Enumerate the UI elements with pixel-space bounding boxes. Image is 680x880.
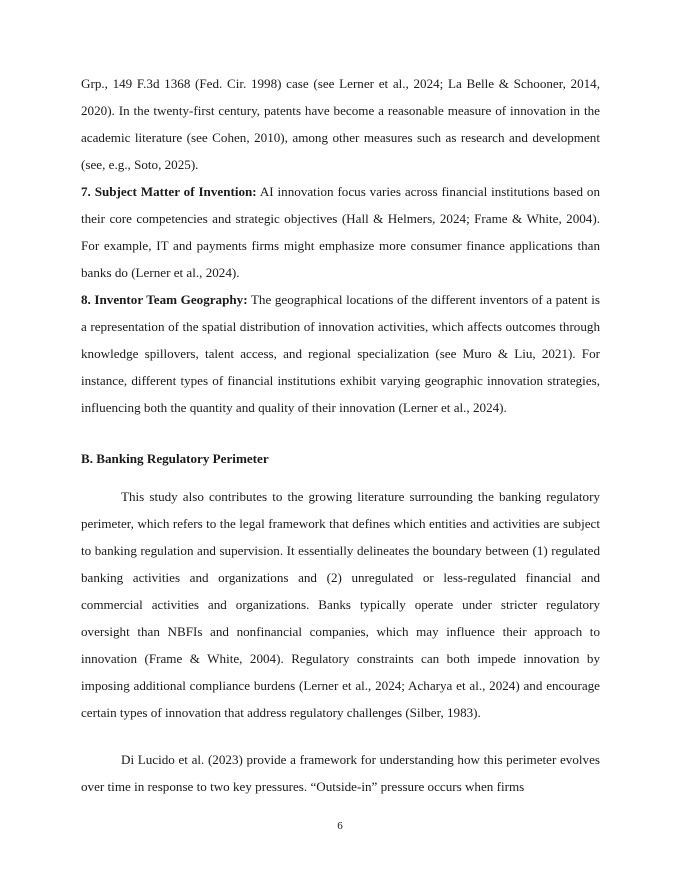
list-item-text: The geographical locations of the different inventors of a patent is a representation of the spatial distribution of innovation activities, which affects outcomes through knowledge spillovers, talent access, and regional specialization (see Muro & Liu, 2021). For instance, different types of financial institutions exhibit varying geographic innovation strategies, influencing both the quantity and quality of their innovation (Lerner et al., 2024). [81, 292, 600, 415]
text-column [81, 70, 600, 800]
list-item-lead-in: 7. Subject Matter of Invention: [81, 184, 257, 199]
continued-paragraph: Grp., 149 F.3d 1368 (Fed. Cir. 1998) case (see Lerner et al., 2024; La Belle & Schooner, 2014, 2020). In the twenty-first century, patents have become a reasonable measure of innovation in the academic literature (see Cohen, 2010), among other measures such as research and development (see, e.g., Soto, 2025). [81, 76, 600, 172]
list-item-subject-matter-of-invention [81, 178, 600, 286]
section-paragraph-di-lucido-framework: Di Lucido et al. (2023) provide a framework for understanding how this perimeter evolves over time in response to two key pressures. “Outside-in” pressure occurs when firms [81, 752, 600, 794]
section-paragraph-perimeter-definition: This study also contributes to the growing literature surrounding the banking regulatory perimeter, which refers to the legal framework that defines which entities and activities are subject to banking regulation and supervision. It essentially delineates the boundary between (1) regulated banking activities and organizations and (2) unregulated or less-regulated financial and commercial activities and organizations. Banks typically operate under stricter regulatory oversight than NBFIs and nonfinancial companies, which may influence their approach to innovation (Frame & White, 2004). Regulatory constraints can both impede innovation by imposing additional compliance burdens (Lerner et al., 2024; Acharya et al., 2024) and encourage certain types of innovation that address regulatory challenges (Silber, 1983). [81, 489, 600, 720]
list-item-text: AI innovation focus varies across financial institutions based on their core competencies and strategic objectives (Hall & Helmers, 2024; Frame & White, 2004). For example, IT and payments firms might emphasize more consumer finance applications than banks do (Lerner et al., 2024). [81, 184, 601, 280]
section-heading-banking-regulatory-perimeter: B. Banking Regulatory Perimeter [81, 451, 269, 466]
list-item-lead-in: 8. Inventor Team Geography: [81, 292, 248, 307]
page-number: 6 [337, 820, 343, 832]
list-item-inventor-team-geography [81, 286, 600, 421]
